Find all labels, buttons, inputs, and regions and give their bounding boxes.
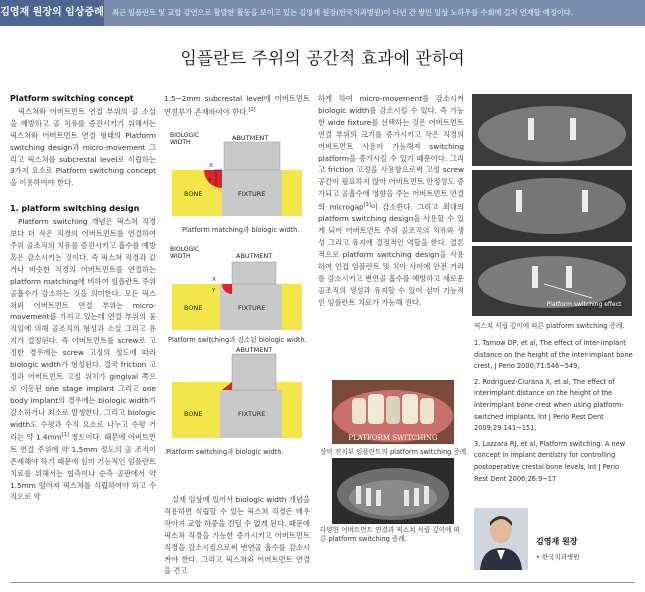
figure-caption: Platform switching과 감소된 biologic width.: [168, 336, 307, 344]
label-width: WIDTH: [170, 139, 191, 146]
label-biologic: BIOLOGIC: [170, 246, 200, 253]
column-1: [10, 93, 156, 579]
xray-label: Platform switching effect: [546, 301, 622, 308]
label-bone: BONE: [184, 304, 203, 312]
abutment-shape: [224, 142, 280, 170]
author-affiliation: • 한국치과병원: [536, 553, 580, 561]
bottom-divider: [10, 582, 635, 583]
diagram-platform-switching-subcrestal: [164, 346, 310, 446]
paragraph: 실제 임상에 있어서 biologic width 개념을 적용하면 식립할 수 있는 픽스쳐 직경은 매우 작아져 교합 하중을 견딜 수 없게 된다. 때문에 픽스쳐 직경을 가능한 증가시키고 어버트먼트 직경을 감소시킴으로써 변연골 흡수를 감소시켜야 한다. 그리고 픽스쳐와 어버트먼트 연결을 견고: [164, 495, 310, 576]
paragraph: 1.5~2mm subcrestal level에 어버트먼트 연결부가 존재하여야 한다.[2]: [164, 94, 310, 117]
label-fixture: FIXTURE: [238, 410, 266, 418]
label-fixture: FIXTURE: [238, 190, 266, 198]
label-x: X: [209, 163, 213, 169]
xray-series: [472, 94, 632, 316]
figure-caption: 픽스쳐 식립 깊이에 따른 platform switching 증례.: [474, 322, 625, 330]
label-y: Y: [208, 178, 212, 184]
author-name: 김영재 원장: [536, 537, 578, 546]
label-bone: BONE: [184, 190, 203, 198]
label-abutment: ABUTMENT: [236, 252, 273, 260]
figure-caption: 상악 전치부 임플란트의 platform switching 증례.: [320, 448, 469, 456]
label-y: Y: [212, 288, 216, 294]
figure-caption: Platform matching과 biologic width.: [182, 226, 300, 234]
photo-overlay-text: PLATFORM SWITCHING: [348, 434, 438, 442]
author-photo: [474, 508, 528, 570]
column-3: [318, 93, 464, 379]
abutment-shape: [232, 262, 276, 284]
reference-item: 1. Tarnow DP, et al, The effect of inter-implant distance on the height of the inter-implant bone crest, J Perio 2000;71:546~549,: [474, 339, 633, 371]
column-2-top: [164, 93, 310, 118]
references: [474, 338, 634, 489]
abutment-shape: [232, 354, 276, 390]
reference-item: 2. Rodriguez-Ciurana X, et al, The effect of interimplant distance on the height of the interimplant bone crest when using platform-switched implants, Int J Perio Rest Dent 2009;29:141~151,: [474, 377, 624, 433]
label-abutment: ABUTMENT: [232, 134, 269, 142]
label-bone: BONE: [184, 410, 203, 418]
figure-caption: 다양한 어버트먼트 연결과 픽스쳐 식립 깊이에 따른 platform switching 증례.: [320, 526, 460, 543]
series-tag: 김영재 원장의 임상증례: [0, 0, 104, 26]
reference-item: 3. Lazzara RJ, et al, Platform switching: A new concept in implant dentistry for controlling postoperative crestal bone levels, Int J Perio Rest Dent 2006;26:9~17: [474, 439, 626, 483]
section-heading: Platform switching concept: [10, 94, 134, 103]
clinical-photo: [332, 380, 454, 444]
label-x: X: [212, 277, 216, 283]
label-biologic: BIOLOGIC: [170, 132, 200, 139]
diagram-platform-switching: [164, 240, 310, 338]
section-heading: 1. platform switching design: [10, 204, 140, 214]
article-title: 임플란트 주위의 공간적 효과에 관하여: [180, 49, 465, 69]
label-fixture: FIXTURE: [238, 304, 266, 312]
column-2-bottom: [164, 494, 310, 580]
paragraph: 하게 하여 micro-movement를 감소시켜 biologic width를 감소시킬 수 있다. 즉 가능한 wide fixture를 선택하는 것은 어버트먼트 연결 부위의 크기를 증가시키고 작은 직경의 어버트먼트 사용이 가능해져 switching platform을 증가시킬 수 있기 때문이다. 그리고 friction 고정을 사용함으로써 고정 screw 공간이 필요하지 않아 어버트먼트 안정성도 증가되고 골흡수에 영향을 주는 어버트먼트 연결의 microgap[3]이 감소한다. 그리고 최대의 platform switching design을 사용할 수 있게 되어 어버트먼트 주위 골조직의 치유와 생성 그리고 유지에 결정적인 역할을 한다. 결론적으로 platform switching design을 사용하여 인접 임플란트 및 치아 사이에 안전 거리를 감소시키고 변연골 흡수를 예방하고 새로운 골조직의 생성과 유지할 수 있어 심미 기능적인 임플란트 치료가 가능해 진다.: [318, 94, 464, 307]
label-abutment: ABUTMENT: [236, 346, 273, 354]
panoramic-xray: [332, 458, 454, 524]
paragraph: 픽스쳐와 어버트먼트 연결 부위의 골 소실을 예방하고 골 치유를 증진시키기 위해서는 픽스쳐와 어버트먼트 연결 형태의 Platform switching design과 micro-movement 그리고 픽스쳐를 subcrestal level로 식립하는 3가지 요소로 Platform switching concept을 이용하여야 한다.: [10, 106, 156, 188]
paragraph: Platform switching 개념은 픽스쳐 직경보다 더 작은 직경의 어버트먼트를 연결하여 주위 골조직의 치유를 증진시키고 흡수를 예방 혹은 감소시키는 것이다. 즉 픽스쳐 직경과 같거나 비슷한 직경의 어버트먼트를 연결하는 platform matching에 비하여 임플란트 주위 골흡수가 감소하는 것을 의미한다. 모든 픽스쳐와 어버트먼트 연결 부위는 micro-movement를 가지고 있는데 연결 부위의 움직임에 의해 골조직의 형성과 소실 그리고 유지가 결정된다. 즉 어버트먼트를 screw로 고정한 경우에는 screw 고정의 정도에 따라 biologic width가 형성된다. 결국 friction 고정과 어버트먼트 고정 위치가 gingival 쪽으로 이동된 one stage implant 그리고 one body implant의 경우에는 biologic width가 감소하거나 최소로 발생한다. 그리고 biologic width도 수평과 수직 요소로 나누고 수평 거리는 약 1.4mm[1] 정도이다. 때문에 어버트먼트 연결 주위에 약 1.5mm 정도의 골 조직이 존재해야 하기 때문에 심미 기능적인 임플란트 치료를 위해서는 협측이나 순측 골판에서 약 1.5mm 떨어져 픽스쳐를 식립하여야 하고 수직으로 약: [10, 217, 156, 502]
header-bar: [0, 0, 645, 26]
series-description: 최근 임플란트 및 교합 강연으로 활발한 활동을 보이고 있는 김영재 원장(한국치과병원)이 다년 간 쌓인 임상 노하우를 수회에 걸쳐 연재할 예정이다.: [112, 8, 573, 17]
figure-caption: Platform switching과 biologic width.: [166, 448, 284, 456]
label-width: WIDTH: [170, 253, 191, 260]
diagram-platform-matching: [164, 126, 310, 224]
